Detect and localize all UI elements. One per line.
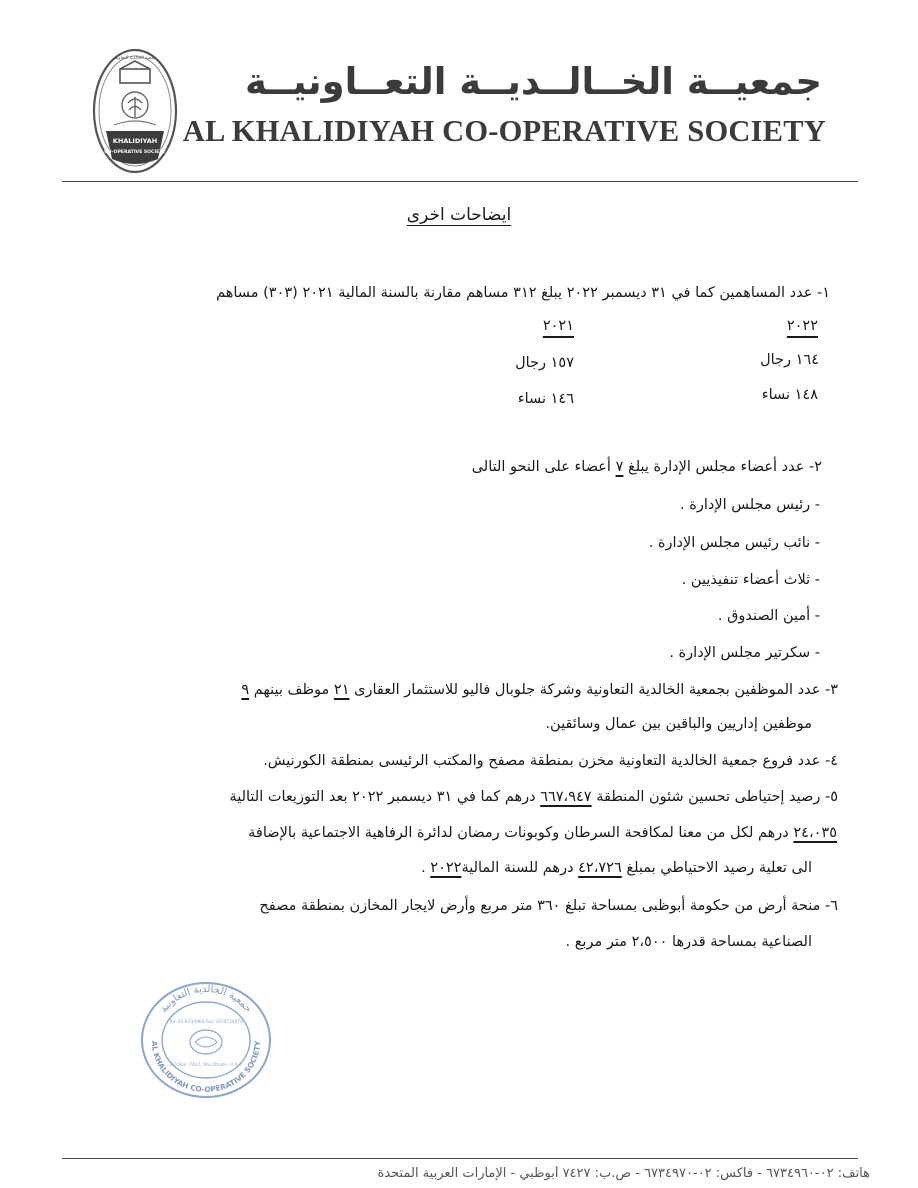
item-5-reserve: ٥- رصيد إحتياطى تحسين شئون المنطقة ٦٦٧،٩٤٧ درهم كما في ٣١ ديسمبر ٢٠٢٢ بعد التوزيعات التالية [229, 789, 838, 805]
board-member: - ثلاث أعضاء تنفيذيين . [681, 572, 820, 588]
item-6-line-2: الصناعية بمساحة قدرها ٢،٥٠٠ متر مربع . [565, 934, 812, 950]
society-title-english: AL KHALIDIYAH CO-OPERATIVE SOCIETY [182, 114, 826, 148]
page-heading: ايضاحات اخرى [406, 205, 512, 225]
item-3-employees: ٣- عدد الموظفين بجمعية الخالدية التعاونية وشركة جلوبال فاليو للاستثمار العقارى ٢١ موظف بينهم ٩ [241, 682, 838, 698]
board-member: - رئيس مجلس الإدارة . [680, 497, 820, 513]
item-6-land-grant: ٦- منحة أرض من حكومة أبوظبى بمساحة تبلغ ٣٦٠ متر مربع وأرض لايجار المخازن بمنطقة مصفح [259, 898, 838, 914]
logo-caption-2: CO-OPERATIVE SOCIETY [104, 150, 166, 155]
stamp-english-ring: AL KHALIDIYAH CO-OPERATIVE SOCIETY [149, 1040, 263, 1095]
men-2022: ١٦٤ رجال [760, 352, 819, 368]
society-stamp [138, 978, 274, 1098]
logo-arabic-text: جمعية الخالدية التعاونية [113, 56, 157, 61]
item-5-line-3: الى تعلية رصيد الاحتياطي بمبلغ ٤٢،٧٢٦ درهم للسنة المالية٢٠٢٢ . [421, 860, 812, 876]
year-2021-header: ٢٠٢١ [542, 318, 574, 334]
year-2022-header: ٢٠٢٢ [786, 318, 818, 334]
stamp-po-box: P.O.Box: 7427, Abu Dhabi - U.A.E [170, 1063, 242, 1068]
stamp-arabic-ring: جمعية الخالدية التعاونية [158, 983, 254, 1015]
stamp-tel: Tel: 02-6734960 Fax: 02-6734970 [169, 1020, 243, 1025]
header-divider [62, 181, 858, 182]
women-2022: ١٤٨ نساء [761, 387, 818, 403]
society-logo [92, 47, 178, 175]
item-2-board: ٢- عدد أعضاء مجلس الإدارة يبلغ ٧ أعضاء على النحو التالى [471, 459, 822, 475]
item-1-shareholders: ١- عدد المساهمين كما في ٣١ ديسمبر ٢٠٢٢ يبلغ ٣١٢ مساهم مقارنة بالسنة المالية ٢٠٢١ (٣٠٣) مساهم [216, 285, 830, 301]
society-title-arabic: جمعيــة الخــالــديــة التعــاونيــة [244, 60, 822, 103]
footer-contact: هاتف: ٠٢-٦٧٣٤٩٦٠ - فاكس: ٠٢-٦٧٣٤٩٧٠ - ص.ب: ٧٤٢٧ أبوظبي - الإمارات العربية المتحدة [377, 1166, 870, 1181]
logo-caption-1: KHALIDIYAH [112, 137, 158, 145]
board-member: - نائب رئيس مجلس الإدارة . [648, 535, 820, 551]
item-3-line-2: موظفين إداريين والباقين بين عمال وسائقين. [545, 716, 812, 732]
footer-divider [62, 1158, 858, 1159]
item-5-line-2: ٢٤،٠٣٥ درهم لكل من معنا لمكافحة السرطان وكوبونات رمضان لدائرة الرفاهية الاجتماعية بالإضافة [248, 825, 837, 841]
men-2021: ١٥٧ رجال [515, 355, 574, 371]
board-member: - سكرتير مجلس الإدارة . [669, 645, 820, 661]
board-member: - أمين الصندوق . [717, 608, 820, 624]
women-2021: ١٤٦ نساء [517, 391, 574, 407]
item-4-branches: ٤- عدد فروع جمعية الخالدية التعاونية مخزن بمنطقة مصفح والمكتب الرئيسى بمنطقة الكورنيش. [263, 753, 838, 769]
